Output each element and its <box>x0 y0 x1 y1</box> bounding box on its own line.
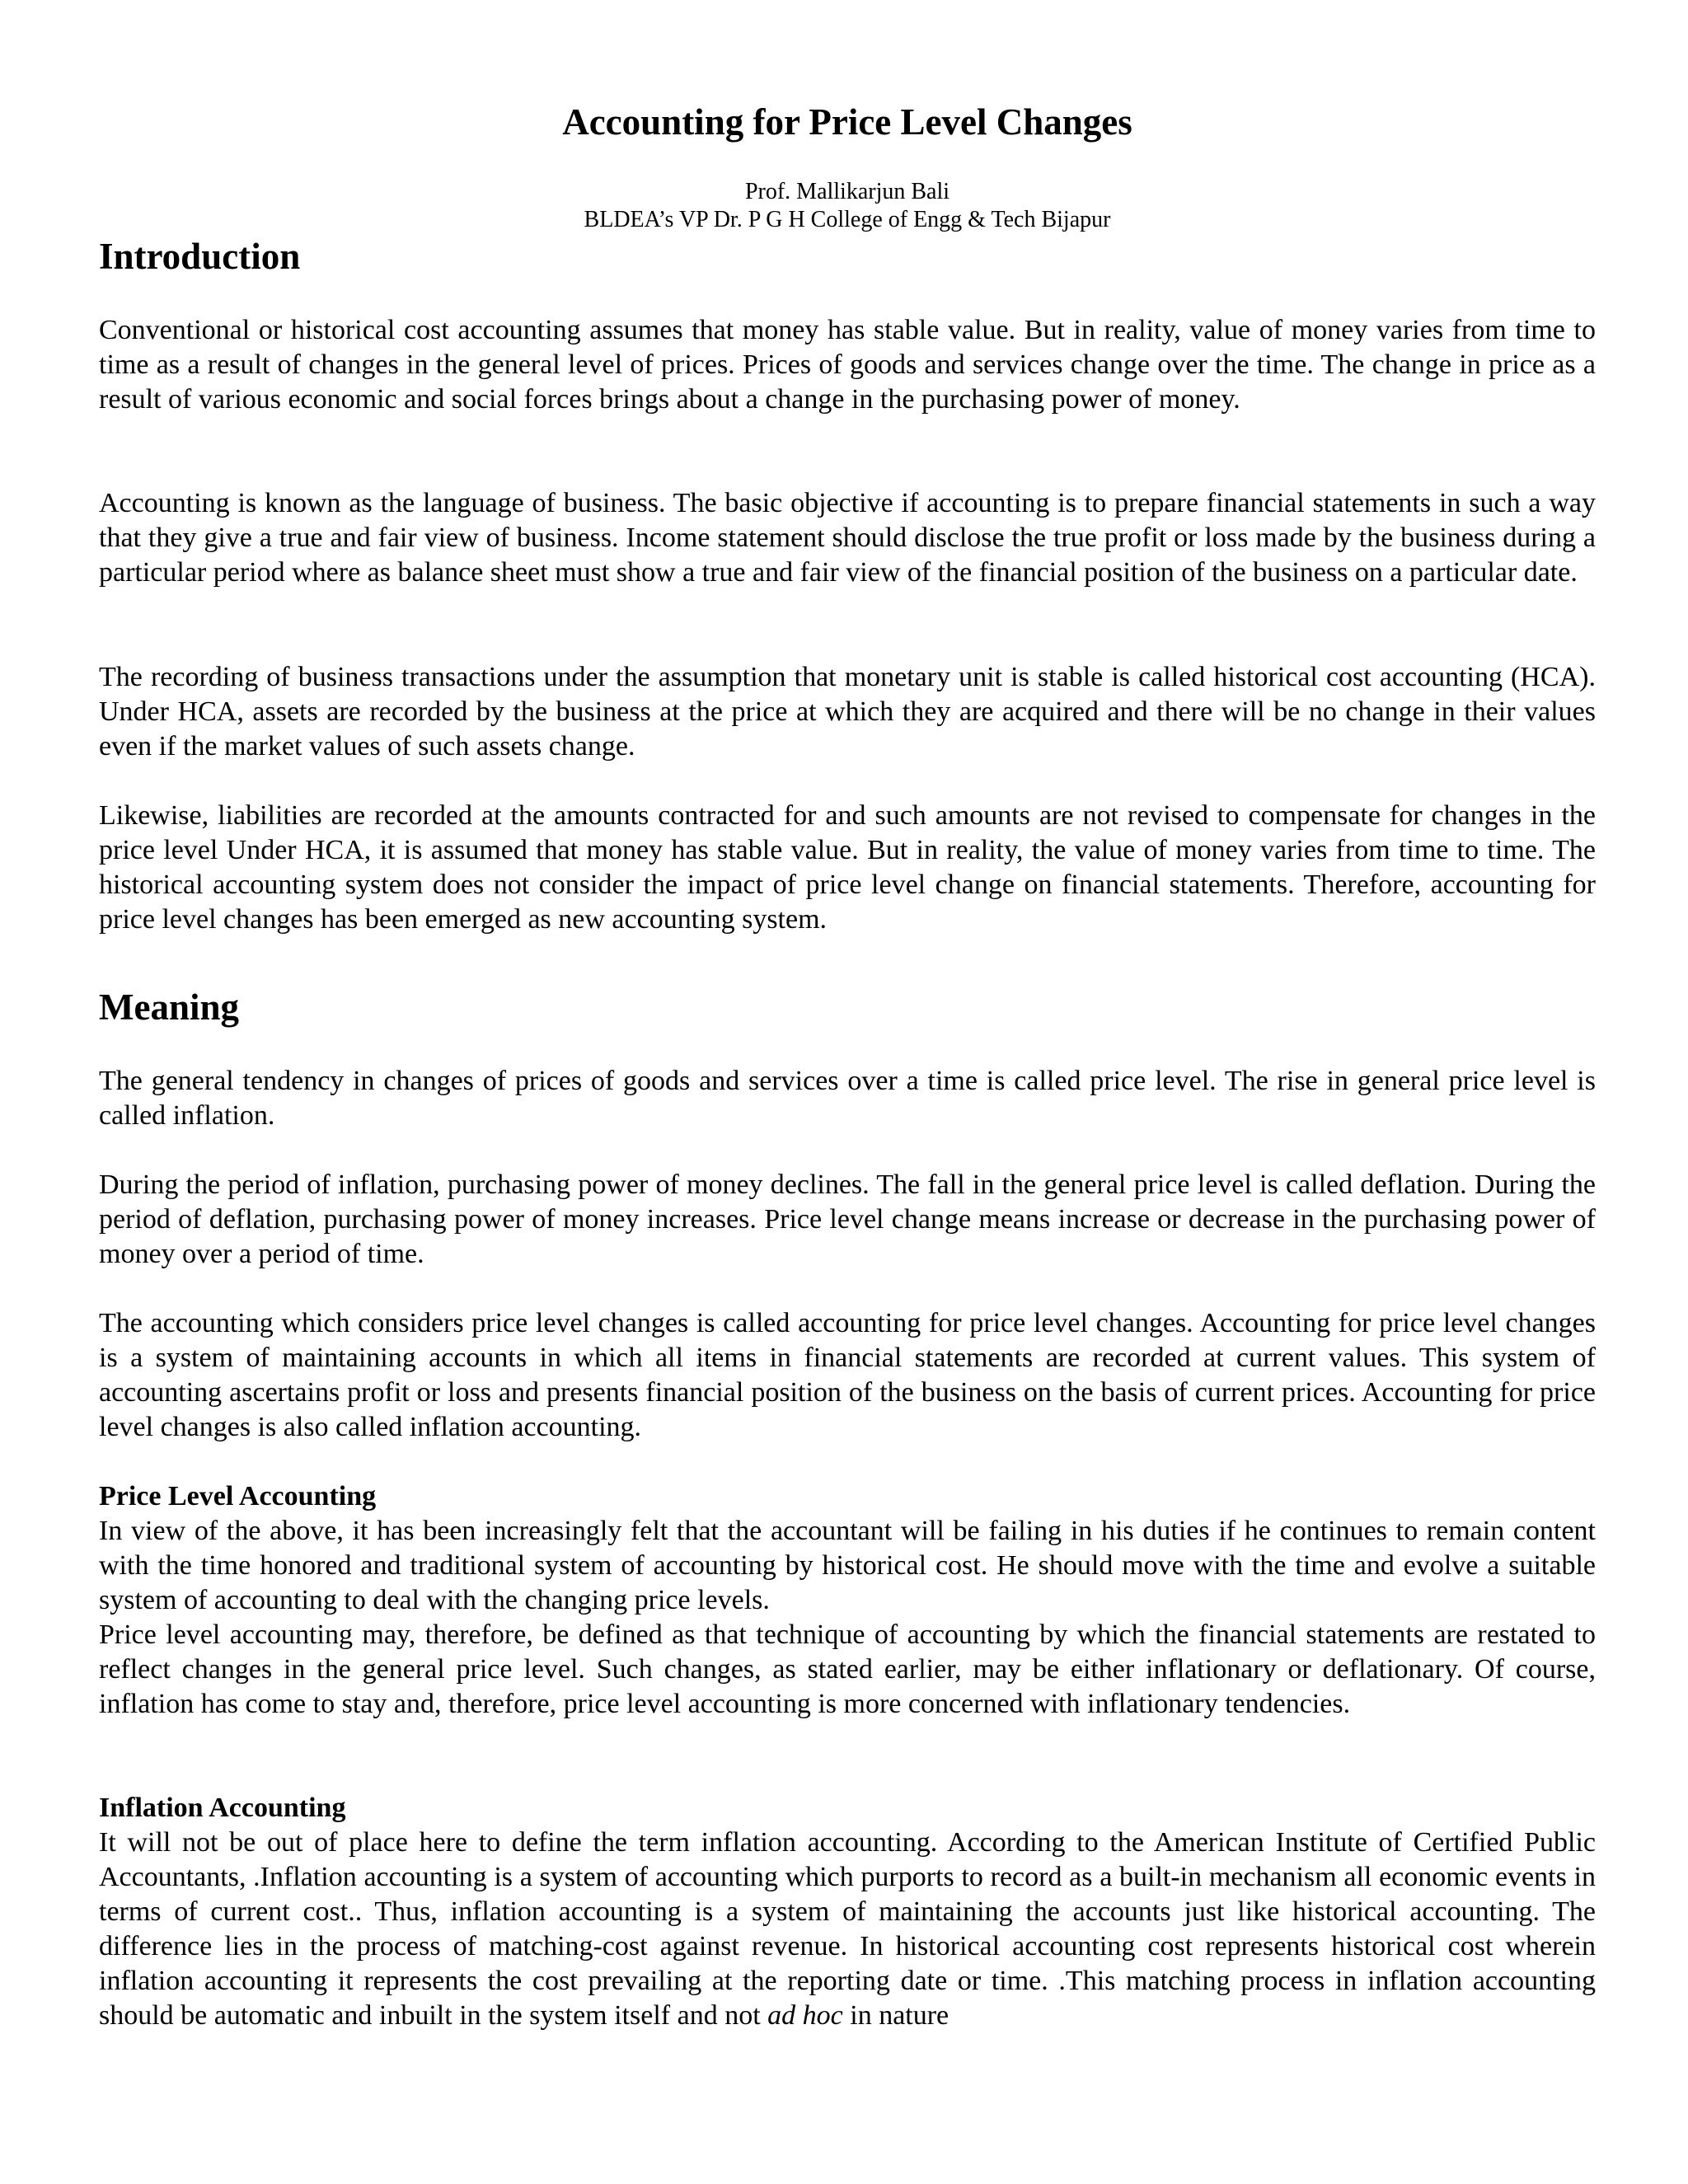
subheading-price-level-accounting: Price Level Accounting <box>99 1481 377 1511</box>
introduction-paragraph: The recording of business transactions under the assumption that monetary unit is stable is called historical cost accounting (HCA). Under HCA, assets are recorded by the business at the price at which they are acquired and there will be no change in their values even if the market values of such assets change. <box>99 662 1596 762</box>
meaning-paragraph: The accounting which considers price level changes is called accounting for price level changes. Accounting for price level changes is a system of maintaining accounts in which all items in financial statements are recorded at current values. This system of accounting ascertains profit or loss and presents financial position of the business on the basis of current prices. Accounting for price level changes is also called inflation accounting. <box>99 1308 1596 1442</box>
inflation-paragraph-main: It will not be out of place here to define the term inflation accounting. According to the American Institute of Certified Public Accountants, .Inflation accounting is a system of accounting which purports to record as a built-in mechanism all economic events in terms of current cost.. Thus, inflation accounting is a system of maintaining the accounts just like historical accounting. The difference lies in the process of matching-cost against revenue. In historical accounting cost represents historical cost wherein inflation accounting it represents the cost prevailing at the reporting date or time. .This matching process in inflation accounting should be automatic and inbuilt in the system itself and not <box>99 1827 1596 2031</box>
subheading-inflation-accounting: Inflation Accounting <box>99 1793 346 1823</box>
document-title: Accounting for Price Level Changes <box>562 101 1132 143</box>
inflation-paragraph <box>99 1827 1596 2031</box>
author-institution: BLDEA’s VP Dr. P G H College of Engg & Tech Bijapur <box>584 207 1111 232</box>
introduction-paragraph: Accounting is known as the language of business. The basic objective if accounting is to prepare financial statements in such a way that they give a true and fair view of business. Income statement should disclose the true profit or loss made by the business during a particular period where as balance sheet must show a true and fair view of the financial position of the business on a particular date. <box>99 488 1596 588</box>
price-level-paragraph: Price level accounting may, therefore, be defined as that technique of accounting by which the financial statements are restated to reflect changes in the general price level. Such changes, as stated earlier, may be either inflationary or deflationary. Of course, inflation has come to stay and, therefore, price level accounting is more concerned with inflationary tendencies. <box>99 1619 1596 1719</box>
meaning-paragraph: The general tendency in changes of prices of goods and services over a time is called price level. The rise in general price level is called inflation. <box>99 1066 1596 1131</box>
inflation-accounting-block <box>99 1791 1596 2033</box>
section-heading-meaning: Meaning <box>99 987 240 1028</box>
author-name: Prof. Mallikarjun Bali <box>744 179 950 204</box>
price-level-accounting-block <box>99 1479 1596 1722</box>
inflation-paragraph-tail: in nature <box>842 2000 950 2031</box>
inflation-paragraph-italic: ad hoc <box>767 2000 843 2031</box>
section-heading-introduction: Introduction <box>99 236 301 277</box>
price-level-paragraph: In view of the above, it has been increasingly felt that the accountant will be failing in his duties if he continues to remain content with the time honored and traditional system of accounting by historical cost. He should move with the time and evolve a suitable system of accounting to deal with the changing price levels. <box>99 1516 1596 1615</box>
meaning-paragraph: During the period of inflation, purchasing power of money declines. The fall in the general price level is called deflation. During the period of deflation, purchasing power of money increases. Price level change means increase or decrease in the purchasing power of money over a period of time. <box>99 1169 1596 1269</box>
introduction-paragraph: Likewise, liabilities are recorded at the amounts contracted for and such amounts are not revised to compensate for changes in the price level Under HCA, it is assumed that money has stable value. But in reality, the value of money varies from time to time. The historical accounting system does not consider the impact of price level change on financial statements. Therefore, accounting for price level changes has been emerged as new accounting system. <box>99 800 1596 935</box>
introduction-paragraph: Conventional or historical cost accounting assumes that money has stable value. But in reality, value of money varies from time to time as a result of changes in the general level of prices. Prices of goods and services change over the time. The change in price as a result of various economic and social forces brings about a change in the purchasing power of money. <box>99 315 1596 415</box>
